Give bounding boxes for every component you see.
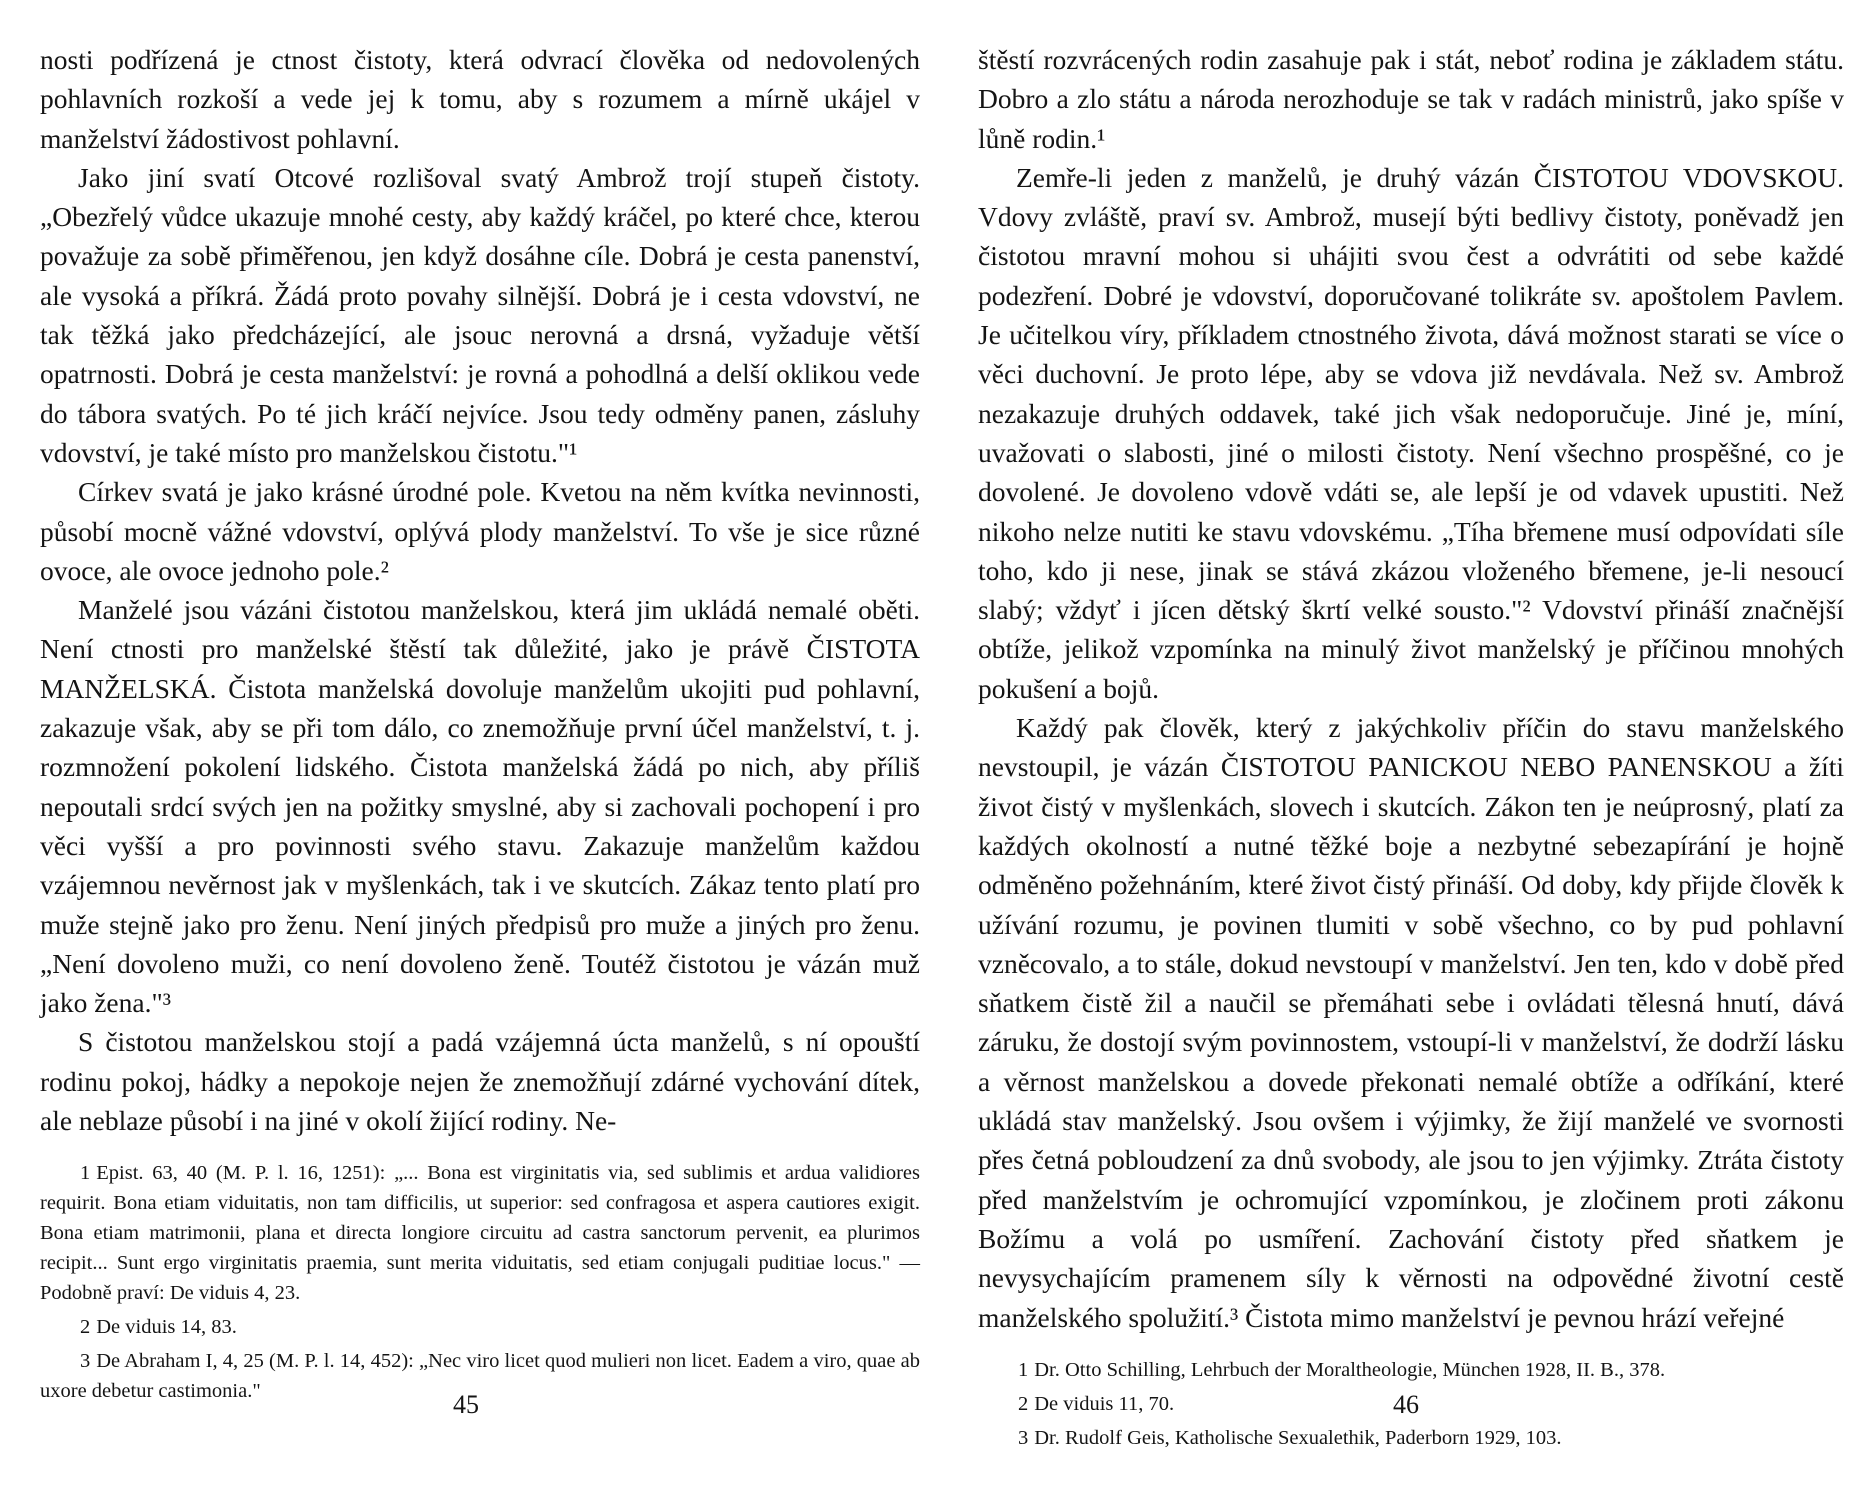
footnote-text: De Abraham I, 4, 25 (M. P. l. 14, 452): „Nec viro licet quod mulieri non licet. Eadem a viro, quae ab uxore debetur castimonia." — [40, 1350, 920, 1403]
footnote-text: De viduis 14, 83. — [96, 1316, 237, 1339]
paragraph: Manželé jsou vázáni čistotou manželskou, která jim ukládá nemalé oběti. Není ctnosti pro manželské štěstí tak důležité, jako je právě ČISTOTA MANŽELSKÁ. Čistota manželská dovoluje manželům ukojiti pud pohlavní, zakazuje však, aby se při tom dálo, co znemožňuje první účel manželství, t. j. rozmnožení pokolení lidského. Čistota manželská žádá po nich, aby příliš nepoutali srdcí svých jen na požitky smyslné, aby si zachovali pochopení i pro věci vyšší a pro povinnosti svého stavu. Zakazuje manželům každou vzájemnou nevěrnost jak v myšlenkách, tak i ve skutcích. Zákaz tento platí pro muže stejně jako pro ženu. Není jiných předpisů pro muže a jiných pro ženu. „Není dovoleno muži, co není dovoleno ženě. Toutéž čistotou je vázán muž jako žena."³ — [40, 594, 920, 1019]
footnote — [40, 1312, 920, 1342]
footnote-number: 3 — [80, 1350, 91, 1373]
footnote — [40, 1158, 920, 1308]
paragraph: Zemře-li jeden z manželů, je druhý vázán ČISTOTOU VDOVSKOU. Vdovy zvláště, praví sv. Ambrož, musejí býti bedlivy čistoty, poněvadž jen čistotou mravní mohou si uhájiti svou čest a odvrátiti od sebe každé podezření. Dobré je vdovství, doporučované tolikráte sv. apoštolem Pavlem. Je učitelkou víry, příkladem ctnostného života, dává možnost starati se více o věci duchovní. Je proto lépe, aby se vdova již nevdávala. Než sv. Ambrož nezakazuje druhých oddavek, také jich však nedoporučuje. Jiné je, míní, uvažovati o slabosti, jiné o milosti čistoty. Není všechno prospěšné, co je dovolené. Je dovoleno vdově vdáti se, ale lepší je od vdavek upustiti. Než nikoho nelze nutiti ke stavu vdovskému. „Tíha břemene musí odpovídati síle toho, kdo ji nese, jinak se stává zkázou vloženého břemene, je-li nesoucí slabý; vždyť i jícen dětský škrtí velké sousto."² Vdovství přináší značnější obtíže, jelikož vzpomínka na minulý život manželský je příčinou mnohých pokušení a bojů. — [978, 161, 1844, 704]
footnote-number: 1 — [80, 1162, 91, 1185]
page-number: 45 — [453, 1390, 479, 1419]
footnote-text: Epist. 63, 40 (M. P. l. 16, 1251): „... Bona est virginitatis via, sed sublimis et ardua validiores requirit. Bona etiam viduitatis, non tam difficilis, ut superior: sed confragosa et aspera cautiores exigit. Bona etiam matrimonii, plana et directa longiore circuitu ad castra sanctorum pervenit, ea plurimos recipit... Sunt ergo virginitatis praemia, sunt merita viduitatis, sed etiam conjugali puditiae locus." — Podobně praví: De viduis 4, 23. — [40, 1162, 920, 1305]
paragraph: Každý pak člověk, který z jakýchkoliv příčin do stavu manželského nevstoupil, je vázán ČISTOTOU PANICKOU NEBO PANENSKOU a žíti život čistý v myšlenkách, slovech i skutcích. Zákon ten je neúprosný, platí za každých okolností a nutné těžké boje a nezbytné sebezapírání je hojně odměněno požehnáním, které život čistý přináší. Od doby, kdy přijde člověk k užívání rozumu, je povinen tlumiti v sobě všechno, co by pud pohlavní vzněcovalo, a to stále, dokud nevstoupí v manželství. Jen ten, kdo v době před sňatkem čistě žil a naučil se přemáhati sebe i ovládati tělesná hnutí, dává záruku, že dostojí svým povinnostem, vstoupí-li v manželství, že dodrží lásku a věrnost manželskou a dovede překonati nemalé obtíže a odříkání, které ukládá stav manželský. Jsou ovšem i výjimky, že žijí manželé ve svornosti přes četná pobloudzení za dnů svobody, ale jsou to jen výjimky. Ztráta čistoty před manželstvím je ochromující vzpomínkou, je zločinem proti zákonu Božímu a volá po usmíření. Zachování čistoty před sňatkem je nevysychajícím pramenem síly k věrnosti na odpovědné životní cestě manželského spolužití.³ Čistota mimo manželství je pevnou hrází veřejné — [978, 712, 1844, 1333]
footnote-number: 1 — [1018, 1358, 1029, 1381]
paragraph: Jako jiní svatí Otcové rozlišoval svatý Ambrož trojí stupeň čistoty. „Obezřelý vůdce ukazuje mnohé cesty, aby každý kráčel, po které chce, kterou považuje za sobě přiměřenou, jen když dosáhne cíle. Dobrá je cesta panenství, ale vysoká a příkrá. Žádá proto povahy silnější. Dobrá je i cesta vdovství, ne tak těžká jako předcházející, ale jsouc nerovná a drsná, vyžaduje větší opatrnosti. Dobrá je cesta manželství: je rovná a pohodlná a delší oklikou vede do tábora svatých. Po té jich kráčí nejvíce. Jsou tedy odměny panen, zásluhy vdovství, je také místo pro manželskou čistotu."¹ — [40, 161, 920, 468]
footnote-text: Dr. Rudolf Geis, Katholische Sexualethik, Paderborn 1929, 103. — [1034, 1426, 1562, 1449]
right-page-body — [978, 40, 1844, 1337]
footnote-number: 3 — [1018, 1426, 1029, 1449]
paragraph: Církev svatá je jako krásné úrodné pole. Kvetou na něm kvítka nevinnosti, působí mocně vážné vdovství, oplývá plody manželství. To vše je sice různé ovoce, ale ovoce jednoho pole.² — [40, 476, 920, 586]
footnote — [978, 1423, 1844, 1453]
left-page-footnotes — [40, 1158, 920, 1406]
paragraph: štěstí rozvrácených rodin zasahuje pak i stát, neboť rodina je základem státu. Dobro a zlo státu a národa nerozhoduje se tak v radách ministrů, jako spíše v lůně rodin.¹ — [978, 44, 1844, 154]
page-number: 46 — [1393, 1390, 1419, 1419]
right-page — [978, 40, 1844, 1457]
footnote-number: 2 — [1018, 1392, 1029, 1415]
footnote-number: 2 — [80, 1316, 91, 1339]
left-page-body — [40, 40, 920, 1140]
paragraph: S čistotou manželskou stojí a padá vzájemná úcta manželů, s ní opouští rodinu pokoj, hádky a nepokoje nejen že znemožňují zdárné vychování dítek, ale neblaze působí i na jiné v okolí žijící rodiny. Ne- — [40, 1026, 920, 1137]
footnote-text: Dr. Otto Schilling, Lehrbuch der Moraltheologie, München 1928, II. B., 378. — [1034, 1358, 1666, 1381]
footnote-text: De viduis 11, 70. — [1034, 1392, 1175, 1415]
footnote — [978, 1355, 1844, 1385]
left-page — [40, 40, 920, 1410]
paragraph: nosti podřízená je ctnost čistoty, která odvrací člověka od nedovolených pohlavních rozkoší a vede jej k tomu, aby s rozumem a mírně ukájel v manželství žádostivost pohlavní. — [40, 44, 920, 154]
